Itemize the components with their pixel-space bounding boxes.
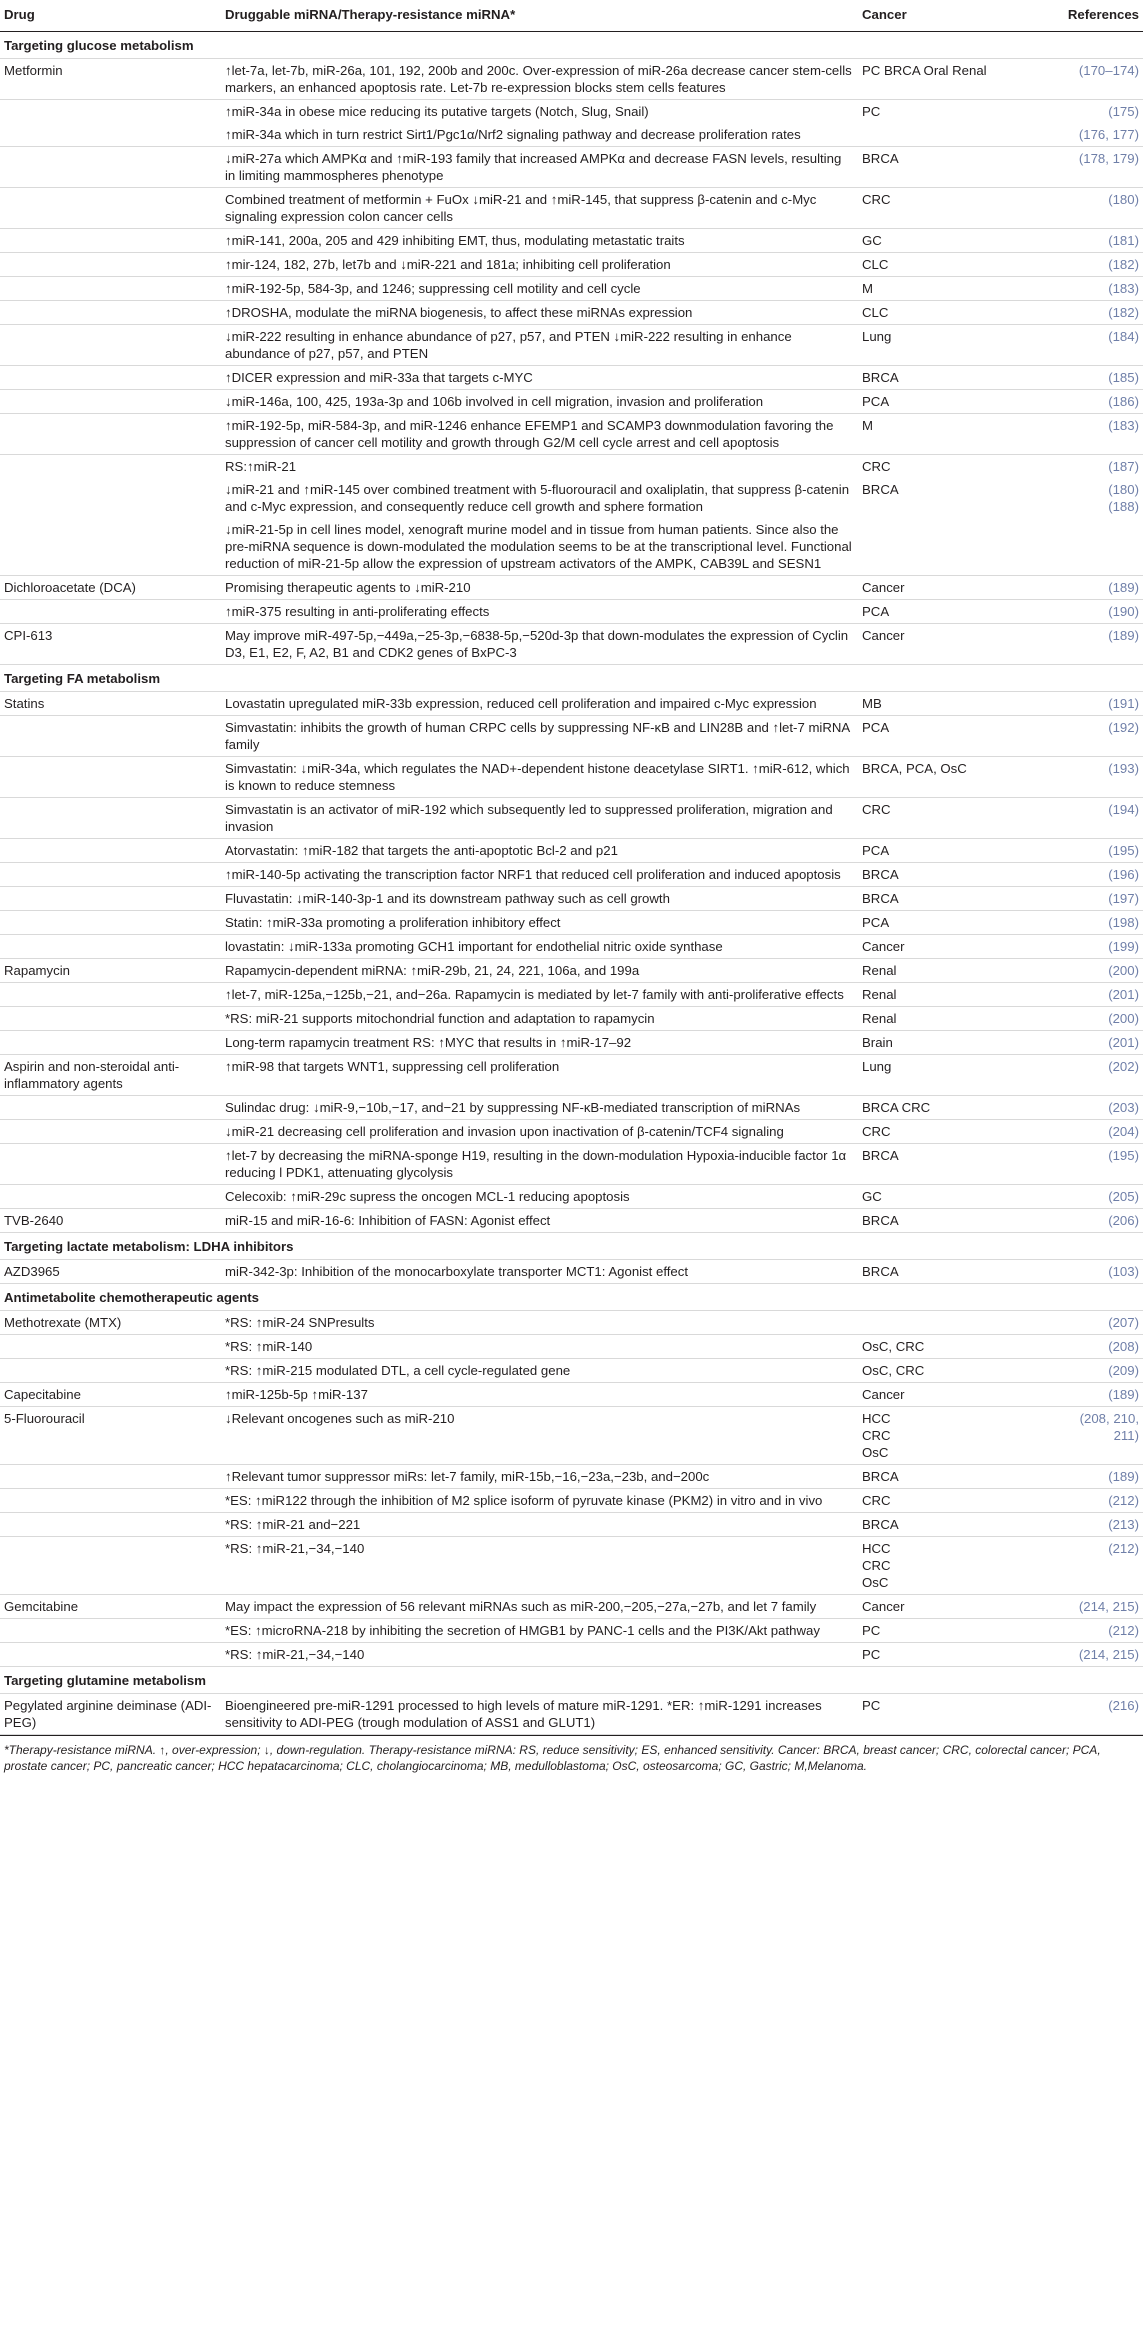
reference-cell: (199)	[1016, 935, 1143, 959]
table-row	[0, 188, 1143, 229]
header-references: References	[1016, 0, 1143, 32]
mirna-cell: miR-342-3p: Inhibition of the monocarboxylate transporter MCT1: Agonist effect	[221, 1260, 858, 1284]
cancer-cell: M	[858, 414, 1016, 455]
table-row	[0, 624, 1143, 665]
mirna-cell: May impact the expression of 56 relevant miRNAs such as miR-200,−205,−27a,−27b, and let 7 family	[221, 1595, 858, 1619]
drug-cell	[0, 301, 221, 325]
cancer-cell: PCA	[858, 390, 1016, 414]
mirna-cell: Atorvastatin: ↑miR-182 that targets the anti-apoptotic Bcl-2 and p21	[221, 839, 858, 863]
mirna-cell: Fluvastatin: ↓miR-140-3p-1 and its downstream pathway such as cell growth	[221, 887, 858, 911]
drug-cell	[0, 1007, 221, 1031]
mirna-cell: ↓miR-21 and ↑miR-145 over combined treatment with 5-fluorouracil and oxaliplatin, that suppress β-catenin and c-Myc expression, and consequently reduce cell growth and sphere formation	[225, 482, 850, 514]
reference-cell: (184)	[1016, 325, 1143, 366]
reference-cell: (190)	[1016, 600, 1143, 624]
table-row	[0, 1694, 1143, 1735]
table-row	[0, 1055, 1143, 1096]
reference-cell: (197)	[1016, 887, 1143, 911]
table-row	[0, 1359, 1143, 1383]
table-row	[0, 1643, 1143, 1667]
mirna-cell: ↑DROSHA, modulate the miRNA biogenesis, to affect these miRNAs expression	[221, 301, 858, 325]
drug-cell: Statins	[0, 692, 221, 716]
mirna-cell: May improve miR-497-5p,−449a,−25-3p,−6838-5p,−520d-3p that down-modulates the expression of Cyclin D3, E1, E2, F, A2, B1 and CDK2 genes of BxPC-3	[221, 624, 858, 665]
reference-cell: (212)	[1016, 1619, 1143, 1643]
mirna-cell: ↑let-7a, let-7b, miR-26a, 101, 192, 200b and 200c. Over-expression of miR-26a decrease cancer stem-cells markers, an enhanced apoptosis rate. Let-7b re-expression blocks stem cells features	[221, 59, 858, 100]
mirna-cell: *RS: miR-21 supports mitochondrial function and adaptation to rapamycin	[221, 1007, 858, 1031]
table-row	[0, 390, 1143, 414]
cancer-cell: Cancer	[858, 624, 1016, 665]
drug-cell: CPI-613	[0, 624, 221, 665]
header-mirna: Druggable miRNA/Therapy-resistance miRNA*	[221, 0, 858, 32]
reference-cell: (206)	[1016, 1209, 1143, 1233]
table-row	[0, 757, 1143, 798]
mirna-cell: ↓miR-146a, 100, 425, 193a-3p and 106b involved in cell migration, invasion and proliferation	[221, 390, 858, 414]
table-row	[0, 1007, 1143, 1031]
reference-cell: (195)	[1016, 1144, 1143, 1185]
reference-cell: (195)	[1016, 839, 1143, 863]
table-row	[0, 518, 1143, 576]
drug-cell	[0, 1513, 221, 1537]
table-header-row	[0, 0, 1143, 32]
table-row	[0, 229, 1143, 253]
mirna-cell: ↑miR-140-5p activating the transcription factor NRF1 that reduced cell proliferation and induced apoptosis	[221, 863, 858, 887]
cancer-cell: PCA	[858, 716, 1016, 757]
table-row	[0, 1489, 1143, 1513]
table-row	[0, 935, 1143, 959]
reference-cell: (189)	[1016, 576, 1143, 600]
drug-cell	[0, 229, 221, 253]
cancer-cell: Renal	[858, 1007, 1016, 1031]
drug-cell	[0, 455, 221, 479]
table-row	[0, 1144, 1143, 1185]
drug-cell	[0, 757, 221, 798]
mirna-cell: miR-15 and miR-16-6: Inhibition of FASN: Agonist effect	[221, 1209, 858, 1233]
table-row	[0, 301, 1143, 325]
header-cancer: Cancer	[858, 0, 1016, 32]
cancer-cell: BRCA	[858, 1260, 1016, 1284]
cancer-cell: BRCA	[858, 1513, 1016, 1537]
table-row	[0, 1096, 1143, 1120]
reference-cell: (202)	[1016, 1055, 1143, 1096]
mirna-cell: ↓miR-21-5p in cell lines model, xenograft murine model and in tissue from human patients. Since also the pre-miRNA sequence is down-modulated the modulation seems to be at the transcriptional level. Functional reduction of miR-21-5p allow the expression of upstream activators of the AMPK, CAB39L and SESN1	[221, 518, 858, 576]
cancer-cell: Cancer	[858, 1595, 1016, 1619]
mirna-cell: *RS: ↑miR-140	[221, 1335, 858, 1359]
mirna-cell: Lovastatin upregulated miR-33b expression, reduced cell proliferation and impaired c-Myc expression	[221, 692, 858, 716]
mirna-cell: Simvastatin is an activator of miR-192 which subsequently led to suppressed proliferation, migration and invasion	[221, 798, 858, 839]
cancer-cell	[858, 1311, 1016, 1335]
cancer-cell: HCC CRC OsC	[858, 1537, 1016, 1595]
reference-cell: (189)	[1016, 1465, 1143, 1489]
drug-cell	[0, 1096, 221, 1120]
table-row	[0, 887, 1143, 911]
drug-cell	[0, 1335, 221, 1359]
table-row	[0, 1311, 1143, 1335]
table-row	[0, 983, 1143, 1007]
table-row	[0, 123, 1143, 147]
cancer-cell: OsC, CRC	[858, 1335, 1016, 1359]
reference-cell: (182)	[1016, 253, 1143, 277]
cancer-cell	[858, 123, 1016, 147]
cancer-cell: BRCA	[858, 147, 1016, 188]
table-row	[0, 600, 1143, 624]
mirna-cell: ↑miR-34a in obese mice reducing its putative targets (Notch, Slug, Snail)	[225, 104, 649, 119]
cancer-cell: BRCA	[862, 482, 899, 497]
drug-cell: 5-Fluorouracil	[0, 1407, 221, 1465]
mirna-cell: ↑let-7 by decreasing the miRNA-sponge H19, resulting in the down-modulation Hypoxia-inducible factor 1α reducing l PDK1, attenuating glycolysis	[221, 1144, 858, 1185]
table-row	[0, 692, 1143, 716]
table-row	[0, 1465, 1143, 1489]
reference-cell: (191)	[1016, 692, 1143, 716]
table-row	[0, 798, 1143, 839]
cancer-cell: HCC CRC OsC	[858, 1407, 1016, 1465]
cancer-cell: PC BRCA Oral Renal	[858, 59, 1016, 100]
cancer-cell: M	[858, 277, 1016, 301]
section-row	[0, 1667, 1143, 1694]
cancer-cell: PCA	[858, 911, 1016, 935]
table-row	[0, 59, 1143, 100]
cancer-cell: Renal	[858, 959, 1016, 983]
table-row	[0, 576, 1143, 600]
table-row	[0, 1383, 1143, 1407]
section-heading: Targeting glucose metabolism	[0, 32, 1143, 59]
cancer-cell: PC	[858, 1619, 1016, 1643]
reference-cell: (193)	[1016, 757, 1143, 798]
drug-cell	[0, 1643, 221, 1667]
mirna-cell: Promising therapeutic agents to ↓miR-210	[221, 576, 858, 600]
reference-cell: (180)	[1016, 188, 1143, 229]
cancer-cell: CRC	[858, 798, 1016, 839]
table-row	[0, 1185, 1143, 1209]
section-heading: Targeting FA metabolism	[0, 665, 1143, 692]
drug-cell	[0, 1144, 221, 1185]
reference-cell: (209)	[1016, 1359, 1143, 1383]
drug-cell	[0, 863, 221, 887]
mirna-cell: *RS: ↑miR-21 and−221	[221, 1513, 858, 1537]
cancer-cell: Renal	[858, 983, 1016, 1007]
cancer-cell: CRC	[862, 459, 891, 474]
reference-cell: (203)	[1016, 1096, 1143, 1120]
reference-cell: (175)	[1108, 104, 1139, 119]
table-row	[0, 911, 1143, 935]
reference-cell: (192)	[1016, 716, 1143, 757]
table-row	[0, 1120, 1143, 1144]
reference-cell: (208)	[1016, 1335, 1143, 1359]
drug-cell	[0, 518, 221, 576]
mirna-cell: ↑mir-124, 182, 27b, let7b and ↓miR-221 and 181a; inhibiting cell proliferation	[221, 253, 858, 277]
drug-cell	[0, 839, 221, 863]
table-row	[0, 1335, 1143, 1359]
table-row	[0, 1619, 1143, 1643]
reference-cell: (189)	[1016, 624, 1143, 665]
drug-cell: Pegylated arginine deiminase (ADI-PEG)	[0, 1694, 221, 1735]
reference-cell: (183)	[1016, 414, 1143, 455]
cancer-cell: PCA	[858, 600, 1016, 624]
table-row	[0, 253, 1143, 277]
mirna-cell: ↑miR-192-5p, 584-3p, and 1246; suppressing cell motility and cell cycle	[221, 277, 858, 301]
cancer-cell: Cancer	[858, 576, 1016, 600]
mirna-cell: lovastatin: ↓miR-133a promoting GCH1 important for endothelial nitric oxide synthase	[221, 935, 858, 959]
cancer-cell	[858, 518, 1016, 576]
table-row	[0, 147, 1143, 188]
drug-cell	[0, 911, 221, 935]
cancer-cell: MB	[858, 692, 1016, 716]
reference-cell: (186)	[1016, 390, 1143, 414]
reference-cell: (180) (188)	[1108, 482, 1139, 514]
table-row	[0, 1595, 1143, 1619]
section-row	[0, 32, 1143, 59]
cancer-cell: BRCA	[858, 1209, 1016, 1233]
table-row	[0, 100, 1143, 124]
mirna-cell: ↑miR-192-5p, miR-584-3p, and miR-1246 enhance EFEMP1 and SCAMP3 downmodulation favoring the suppression of cancer cell motility and growth through G2/M cell cycle arrest and cell apoptosis	[221, 414, 858, 455]
drug-cell: Aspirin and non-steroidal anti-inflammatory agents	[0, 1055, 221, 1096]
table-row	[0, 1513, 1143, 1537]
cancer-cell: BRCA	[858, 1465, 1016, 1489]
mirna-cell: ↑miR-141, 200a, 205 and 429 inhibiting EMT, thus, modulating metastatic traits	[221, 229, 858, 253]
mirna-cell: ↑let-7, miR-125a,−125b,−21, and−26a. Rapamycin is mediated by let-7 family with anti-proliferative effects	[221, 983, 858, 1007]
reference-cell: (214, 215)	[1016, 1595, 1143, 1619]
drug-cell	[0, 123, 221, 147]
table-row	[0, 325, 1143, 366]
mirna-cell: *RS: ↑miR-21,−34,−140	[221, 1643, 858, 1667]
table-row	[0, 716, 1143, 757]
drug-cell: Metformin	[0, 59, 221, 100]
cancer-cell: BRCA	[858, 1144, 1016, 1185]
mirna-cell: ↑Relevant tumor suppressor miRs: let-7 family, miR-15b,−16,−23a,−23b, and−200c	[221, 1465, 858, 1489]
drug-cell: Dichloroacetate (DCA)	[0, 576, 221, 600]
reference-cell: (201)	[1016, 983, 1143, 1007]
drug-cell	[0, 1359, 221, 1383]
mirna-cell: Combined treatment of metformin + FuOx ↓miR-21 and ↑miR-145, that suppress β-catenin and c-Myc signaling expression colon cancer cells	[221, 188, 858, 229]
drug-cell	[0, 478, 221, 518]
reference-cell: (183)	[1016, 277, 1143, 301]
drug-cell	[0, 325, 221, 366]
table-row	[0, 1537, 1143, 1595]
cancer-cell: CLC	[858, 301, 1016, 325]
mirna-cell: ↑miR-34a which in turn restrict Sirt1/Pgc1α/Nrf2 signaling pathway and decrease proliferation rates	[221, 123, 858, 147]
mirna-cell: ↑DICER expression and miR-33a that targets c-MYC	[221, 366, 858, 390]
cancer-cell: PC	[862, 104, 881, 119]
table-footnote: *Therapy-resistance miRNA. ↑, over-expression; ↓, down-regulation. Therapy-resistance miRNA: RS, reduce sensitivity; ES, enhanced sensitivity. Cancer: BRCA, breast cancer; CRC, colorectal cancer; PCA, prostate cancer; PC, pancreatic cancer; HCC hepatacarcinoma; CLC, cholangiocarcinoma; MB, medulloblastoma; OsC, osteosarcoma; GC, Gastric; M,Melanoma.	[0, 1735, 1143, 1774]
mirna-cell: *ES: ↑miR122 through the inhibition of M2 splice isoform of pyruvate kinase (PKM2) in vitro and in vivo	[221, 1489, 858, 1513]
drug-cell: Rapamycin	[0, 959, 221, 983]
reference-cell: (103)	[1016, 1260, 1143, 1284]
cancer-cell: BRCA, PCA, OsC	[858, 757, 1016, 798]
mirna-cell: *ES: ↑microRNA-218 by inhibiting the secretion of HMGB1 by PANC-1 cells and the PI3K/Akt pathway	[221, 1619, 858, 1643]
mirna-cell: Long-term rapamycin treatment RS: ↑MYC that results in ↑miR-17–92	[221, 1031, 858, 1055]
mirna-cell: Simvastatin: ↓miR-34a, which regulates the NAD+-dependent histone deacetylase SIRT1. ↑miR-612, which is known to reduce stemness	[221, 757, 858, 798]
reference-cell: (213)	[1016, 1513, 1143, 1537]
mirna-cell: ↑miR-98 that targets WNT1, suppressing cell proliferation	[221, 1055, 858, 1096]
table-row	[0, 455, 1143, 479]
reference-cell	[1016, 518, 1143, 576]
drug-cell	[0, 1120, 221, 1144]
mirna-cell: Statin: ↑miR-33a promoting a proliferation inhibitory effect	[221, 911, 858, 935]
drug-cell	[0, 1537, 221, 1595]
reference-cell: (200)	[1016, 1007, 1143, 1031]
drug-cell: AZD3965	[0, 1260, 221, 1284]
section-row	[0, 1233, 1143, 1260]
mirna-cell: ↓miR-27a which AMPKα and ↑miR-193 family that increased AMPKα and decrease FASN levels, resulting in limiting mammospheres phenotype	[221, 147, 858, 188]
drug-cell	[0, 887, 221, 911]
cancer-cell: CRC	[858, 1120, 1016, 1144]
section-row	[0, 1284, 1143, 1311]
mirna-cell: *RS: ↑miR-215 modulated DTL, a cell cycle-regulated gene	[221, 1359, 858, 1383]
reference-cell: (201)	[1016, 1031, 1143, 1055]
cancer-cell: Lung	[858, 325, 1016, 366]
header-drug: Drug	[0, 0, 221, 32]
mirna-cell: ↑miR-125b-5p ↑miR-137	[221, 1383, 858, 1407]
reference-cell: (196)	[1016, 863, 1143, 887]
drug-cell: TVB-2640	[0, 1209, 221, 1233]
cancer-cell: CRC	[858, 1489, 1016, 1513]
drug-cell	[0, 798, 221, 839]
cancer-cell: BRCA	[858, 887, 1016, 911]
mirna-cell: RS:↑miR-21	[225, 459, 297, 474]
reference-cell: (182)	[1016, 301, 1143, 325]
drug-cell	[0, 600, 221, 624]
cancer-cell: Brain	[858, 1031, 1016, 1055]
reference-cell: (185)	[1016, 366, 1143, 390]
mirna-cell: Bioengineered pre-miR-1291 processed to high levels of mature miR-1291. *ER: ↑miR-1291 increases sensitivity to ADI-PEG (trough modulation of ASS1 and GLUT1)	[221, 1694, 858, 1735]
drug-cell	[0, 188, 221, 229]
table-body	[0, 32, 1143, 1735]
mirna-cell: ↓Relevant oncogenes such as miR-210	[221, 1407, 858, 1465]
cancer-cell: GC	[858, 1185, 1016, 1209]
cancer-cell: PC	[858, 1694, 1016, 1735]
mirna-cell: ↓miR-21 decreasing cell proliferation and invasion upon inactivation of β-catenin/TCF4 signaling	[221, 1120, 858, 1144]
mirna-cell: Simvastatin: inhibits the growth of human CRPC cells by suppressing NF-κB and LIN28B and ↑let-7 miRNA family	[221, 716, 858, 757]
reference-cell: (178, 179)	[1016, 147, 1143, 188]
mirna-cell: *RS: ↑miR-24 SNPresults	[221, 1311, 858, 1335]
section-row	[0, 665, 1143, 692]
drug-cell: Capecitabine	[0, 1383, 221, 1407]
reference-cell: (200)	[1016, 959, 1143, 983]
mirna-cell: ↑miR-375 resulting in anti-proliferating effects	[221, 600, 858, 624]
drug-cell	[0, 390, 221, 414]
reference-cell: (194)	[1016, 798, 1143, 839]
drug-cell	[0, 147, 221, 188]
reference-cell: (212)	[1016, 1489, 1143, 1513]
reference-cell: (205)	[1016, 1185, 1143, 1209]
cancer-cell: BRCA	[858, 366, 1016, 390]
drug-cell	[0, 716, 221, 757]
drug-cell	[0, 935, 221, 959]
section-heading: Targeting glutamine metabolism	[0, 1667, 1143, 1694]
table-row	[0, 366, 1143, 390]
drug-cell	[0, 1489, 221, 1513]
cancer-cell: BRCA	[858, 863, 1016, 887]
cancer-cell: PCA	[858, 839, 1016, 863]
reference-cell: (170–174)	[1016, 59, 1143, 100]
cancer-cell: Lung	[858, 1055, 1016, 1096]
cancer-cell: CRC	[858, 188, 1016, 229]
reference-cell: (198)	[1016, 911, 1143, 935]
reference-cell: (181)	[1016, 229, 1143, 253]
table-row	[0, 1260, 1143, 1284]
cancer-cell: CLC	[858, 253, 1016, 277]
drug-cell	[0, 414, 221, 455]
reference-cell: (187)	[1108, 459, 1139, 474]
mirna-cell: ↓miR-222 resulting in enhance abundance of p27, p57, and PTEN ↓miR-222 resulting in enhance abundance of p27, p57, and PTEN	[221, 325, 858, 366]
drug-cell	[0, 1185, 221, 1209]
mirna-cell: *RS: ↑miR-21,−34,−140	[221, 1537, 858, 1595]
drug-cell: Methotrexate (MTX)	[0, 1311, 221, 1335]
drug-cell	[0, 253, 221, 277]
cancer-cell: Cancer	[858, 935, 1016, 959]
table-row	[0, 839, 1143, 863]
reference-cell: (176, 177)	[1016, 123, 1143, 147]
reference-cell: (214, 215)	[1016, 1643, 1143, 1667]
cancer-cell: BRCA CRC	[858, 1096, 1016, 1120]
table-row	[0, 478, 1143, 518]
table-row	[0, 1209, 1143, 1233]
reference-cell: (208, 210, 211)	[1016, 1407, 1143, 1465]
cancer-cell: Cancer	[858, 1383, 1016, 1407]
drug-cell	[0, 1031, 221, 1055]
table-row	[0, 863, 1143, 887]
cancer-cell: OsC, CRC	[858, 1359, 1016, 1383]
reference-cell: (189)	[1016, 1383, 1143, 1407]
table-row	[0, 1407, 1143, 1465]
reference-cell: (216)	[1016, 1694, 1143, 1735]
reference-cell: (212)	[1016, 1537, 1143, 1595]
drug-cell: Gemcitabine	[0, 1595, 221, 1619]
drug-cell	[0, 1619, 221, 1643]
drug-cell	[0, 983, 221, 1007]
table-row	[0, 959, 1143, 983]
drug-cell	[0, 1465, 221, 1489]
mirna-cell: Rapamycin-dependent miRNA: ↑miR-29b, 21, 24, 221, 106a, and 199a	[221, 959, 858, 983]
cancer-cell: PC	[858, 1643, 1016, 1667]
drug-cell	[0, 277, 221, 301]
mirna-cell: Sulindac drug: ↓miR-9,−10b,−17, and−21 by suppressing NF-κB-mediated transcription of miRNAs	[221, 1096, 858, 1120]
section-heading: Targeting lactate metabolism: LDHA inhibitors	[0, 1233, 1143, 1260]
table-row	[0, 1031, 1143, 1055]
section-heading: Antimetabolite chemotherapeutic agents	[0, 1284, 1143, 1311]
reference-cell: (207)	[1016, 1311, 1143, 1335]
table-row	[0, 414, 1143, 455]
reference-cell: (204)	[1016, 1120, 1143, 1144]
cancer-cell: GC	[858, 229, 1016, 253]
table-row	[0, 277, 1143, 301]
mirna-cell: Celecoxib: ↑miR-29c supress the oncogen MCL-1 reducing apoptosis	[221, 1185, 858, 1209]
drug-cell	[0, 100, 221, 124]
drug-cell	[0, 366, 221, 390]
